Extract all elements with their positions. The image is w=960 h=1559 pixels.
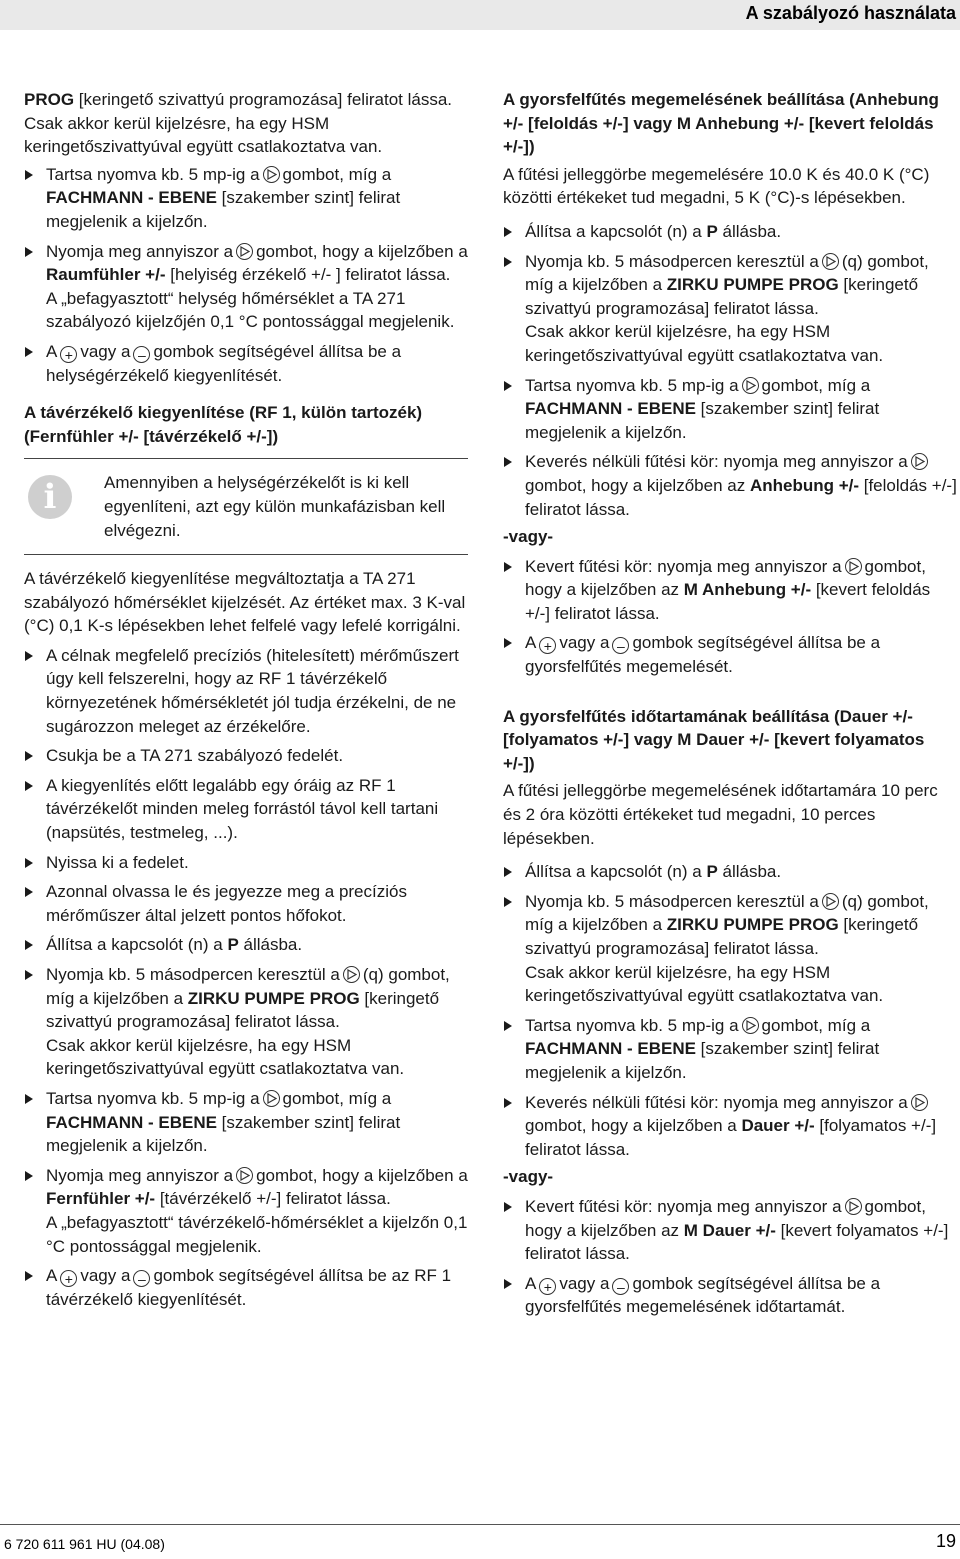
- text: Csak akkor kerül kijelzésre, ha egy HSM keringetőszivattyúval együtt csatlakoztatva van.: [525, 962, 884, 1006]
- text: Állítsa a kapcsolót (n) a: [46, 935, 223, 955]
- arrow-button-icon: [263, 166, 280, 183]
- bold-term: ZIRKU PUMPE PROG: [666, 275, 839, 295]
- bold-term: FACHMANN - EBENE: [525, 399, 696, 419]
- bold-term: ZIRKU PUMPE PROG: [666, 915, 839, 935]
- text: gombot, hogy a kijelzőben az: [525, 556, 926, 600]
- list-item: Csukja be a TA 271 szabályozó fedelét.: [24, 744, 468, 768]
- text: [szakember szint] felirat megjelenik a kijelzőn.: [525, 1039, 880, 1082]
- list-item: [503, 1272, 957, 1319]
- text: gombot, hogy a kijelzőben az: [525, 475, 746, 495]
- text: Kevert fűtési kör: nyomja meg annyiszor a: [525, 1196, 842, 1216]
- document-code: 6 720 611 961 HU (04.08): [4, 1536, 165, 1552]
- bold-term: ZIRKU PUMPE PROG: [187, 988, 360, 1008]
- arrow-button-icon: [742, 377, 759, 394]
- list-item: [24, 963, 468, 1081]
- section-heading: A gyorsfelfűtés megemelésének beállítása (Anhebung +/- [feloldás +/-] vagy M Anhebung +/- [kevert feloldás +/-]): [503, 90, 939, 157]
- text: [távérzékelő +/-] feliratot lássa.: [155, 1189, 391, 1209]
- plus-button-icon: +: [539, 637, 556, 654]
- bold-term: P: [706, 221, 718, 241]
- paragraph: A fűtési jelleggörbe megemelésére 10.0 K és 40.0 K (°C) közötti értékeket tud megadni, 5 K (°C)-s lépésekben.: [503, 164, 930, 208]
- text: gombot, míg a: [282, 164, 392, 184]
- arrow-button-icon: [911, 453, 928, 470]
- text: (q) gombot, míg a kijelzőben a: [525, 251, 929, 295]
- minus-button-icon: –: [133, 346, 150, 363]
- bold-term: P: [227, 935, 239, 955]
- text: Keverés nélküli fűtési kör: nyomja meg annyiszor a: [525, 1092, 908, 1112]
- text: A: [525, 633, 537, 653]
- arrow-button-icon: [236, 1167, 253, 1184]
- text: állásba.: [717, 221, 782, 241]
- text: Állítsa a kapcsolót (n) a: [525, 862, 702, 882]
- text: (q) gombot, míg a kijelzőben a: [46, 965, 450, 1008]
- list-item: [503, 1091, 957, 1162]
- text: gombot, míg a: [761, 375, 871, 395]
- arrow-button-icon: [822, 893, 839, 910]
- text: A: [46, 341, 58, 361]
- list-item: A célnak megfelelő precíziós (hitelesített) mérőműszert úgy kell felszerelni, hogy az RF 1 távérzékelő környezetének hőmérsékletét jól tudja érzékelni, de ne sugározzon meleget az érzékelőre.: [24, 644, 468, 738]
- page-title: A szabályozó használata: [745, 3, 956, 23]
- list-item: [24, 340, 468, 387]
- text: Tartsa nyomva kb. 5 mp-ig a: [525, 375, 739, 395]
- list-item: [24, 1164, 468, 1258]
- bold-term: PROG: [24, 90, 75, 109]
- text: [folyamatos +/-] feliratot lássa.: [525, 1116, 937, 1159]
- arrow-button-icon: [742, 1017, 759, 1034]
- bold-term: Raumfühler +/-: [46, 265, 166, 285]
- paragraph: [24, 112, 468, 159]
- text: Állítsa a kapcsolót (n) a: [525, 221, 702, 241]
- info-note: [24, 458, 468, 555]
- text: állásba.: [717, 862, 782, 882]
- plus-button-icon: +: [539, 1278, 556, 1295]
- text: Nyomja kb. 5 másodpercen keresztül a: [525, 891, 819, 911]
- text: Csak akkor kerül kijelzésre, ha egy HSM keringetőszivattyúval együtt csatlakoztatva van.: [46, 1035, 405, 1079]
- paragraph: [24, 88, 468, 112]
- list-item: [24, 163, 468, 234]
- bold-term: FACHMANN - EBENE: [46, 188, 217, 208]
- text: Nyomja kb. 5 másodpercen keresztül a: [525, 251, 819, 271]
- text: gombot, míg a: [761, 1015, 871, 1035]
- arrow-button-icon: [845, 558, 862, 575]
- text: állásba.: [238, 935, 303, 955]
- bold-term: M Dauer +/-: [683, 1220, 776, 1240]
- text: [keringető szivattyú programozása] feliratot lássa.: [525, 275, 919, 318]
- arrow-button-icon: [822, 253, 839, 270]
- text: gombot, hogy a kijelzőben a: [256, 241, 468, 261]
- text: gombot, hogy a kijelzőben a: [525, 1116, 737, 1136]
- text: [helyiség érzékelő +/- ] feliratot lássa.: [165, 265, 451, 285]
- info-icon: i: [28, 475, 72, 519]
- text: [keringető szivattyú programozása] feliratot lássa.: [525, 915, 919, 958]
- bold-term: M Anhebung +/-: [683, 580, 812, 600]
- list-item: [24, 1264, 468, 1311]
- list-item: [24, 1087, 468, 1158]
- text: gombot, míg a: [282, 1088, 392, 1108]
- arrow-button-icon: [343, 966, 360, 983]
- header-bar: [0, 0, 960, 30]
- bold-term: Anhebung +/-: [749, 475, 860, 495]
- or-separator: -vagy-: [503, 527, 554, 547]
- text: A „befagyasztott“ helység hőmérséklet a TA 271 szabályozó kijelzőjén 0,1 °C pontossággal megjelenik.: [46, 288, 455, 332]
- list-item: [503, 250, 957, 368]
- text: gombok segítségével állítsa be a gyorsfelfűtés megemelésének időtartamát.: [525, 1273, 881, 1317]
- text: [kevert folyamatos +/-] feliratot lássa.: [525, 1220, 949, 1264]
- plus-button-icon: +: [60, 1270, 77, 1287]
- list-item: [503, 374, 957, 445]
- text: [feloldás +/-] feliratot lássa.: [525, 475, 957, 519]
- paragraph: A fűtési jelleggörbe megemelésének időtartamára 10 perc és 2 óra közötti értékeket tud megadni, 10 perces lépésekben.: [503, 781, 938, 848]
- text: gombot, hogy a kijelzőben az: [525, 1196, 926, 1240]
- text: Tartsa nyomva kb. 5 mp-ig a: [46, 164, 260, 184]
- text: [keringető szivattyú programozása] feliratot lássa.: [74, 90, 453, 109]
- text: vagy a: [80, 1266, 131, 1286]
- arrow-button-icon: [263, 1090, 280, 1107]
- left-column: [24, 88, 468, 1311]
- right-column: [503, 88, 957, 1319]
- list-item: Nyissa ki a fedelet.: [24, 851, 468, 875]
- note-text: Amennyiben a helységérzékelőt is ki kell egyenlíteni, azt egy külön munkafázisban kell elvégezni.: [104, 473, 446, 540]
- text: vagy a: [80, 341, 131, 361]
- text: Nyomja meg annyiszor a: [46, 241, 234, 261]
- text: Tartsa nyomva kb. 5 mp-ig a: [525, 1015, 739, 1035]
- bold-term: FACHMANN - EBENE: [525, 1039, 696, 1059]
- text: [szakember szint] felirat megjelenik a kijelzőn.: [46, 188, 401, 231]
- minus-button-icon: –: [612, 1278, 629, 1295]
- text: [szakember szint] felirat megjelenik a kijelzőn.: [525, 399, 880, 442]
- list-item: [503, 450, 957, 521]
- bold-term: Dauer +/-: [741, 1116, 815, 1136]
- text: vagy a: [559, 1273, 610, 1293]
- text: A: [46, 1266, 58, 1286]
- list-item: [503, 890, 957, 1008]
- list-item: [503, 1014, 957, 1085]
- text: A „befagyasztott“ távérzékelő-hőmérséklet a kijelzőn 0,1 °C pontossággal megjelenik.: [46, 1212, 468, 1256]
- text: [keringető szivattyú programozása] feliratot lássa.: [46, 988, 440, 1032]
- text: Csak akkor kerül kijelzésre, ha egy HSM keringetőszivattyúval együtt csatlakoztatva van.: [24, 113, 383, 157]
- text: [kevert feloldás +/-] feliratot lássa.: [525, 580, 931, 623]
- arrow-button-icon: [236, 243, 253, 260]
- text: gombot, hogy a kijelzőben a: [256, 1165, 468, 1185]
- text: gombok segítségével állítsa be a helységérzékelő kiegyenlítését.: [46, 341, 402, 385]
- minus-button-icon: –: [612, 637, 629, 654]
- list-item: [503, 220, 957, 244]
- paragraph: A távérzékelő kiegyenlítése megváltoztatja a TA 271 szabályozó hőmérséklet kijelzését. Az értéket max. 3 K-val (°C) 0,1 K-s lépésekben lehet felfelé vagy lefelé korrigálni.: [24, 569, 466, 636]
- text: vagy a: [559, 633, 610, 653]
- text: Nyomja kb. 5 másodpercen keresztül a: [46, 965, 340, 984]
- list-item: [503, 860, 957, 884]
- list-item: Azonnal olvassa le és jegyezze meg a precíziós mérőműszer által jelzett pontos hőfokot.: [24, 880, 468, 927]
- text: Keverés nélküli fűtési kör: nyomja meg annyiszor a: [525, 452, 908, 472]
- section-heading: A távérzékelő kiegyenlítése (RF 1, külön tartozék) (Fernfühler +/- [távérzékelő +/-]): [24, 403, 423, 446]
- list-item: [503, 1195, 957, 1266]
- bold-term: FACHMANN - EBENE: [46, 1112, 217, 1132]
- section-heading: A gyorsfelfűtés időtartamának beállítása (Dauer +/- [folyamatos +/-] vagy M Dauer +/- [kevert folyamatos +/-]): [503, 706, 925, 773]
- list-item: [24, 240, 468, 334]
- list-item: [503, 631, 957, 678]
- minus-button-icon: –: [133, 1270, 150, 1287]
- arrow-button-icon: [911, 1094, 928, 1111]
- text: (q) gombot, míg a kijelzőben a: [525, 891, 929, 935]
- text: Csak akkor kerül kijelzésre, ha egy HSM keringetőszivattyúval együtt csatlakoztatva van.: [525, 322, 884, 365]
- bold-term: P: [706, 862, 718, 882]
- plus-button-icon: +: [60, 346, 77, 363]
- text: gombok segítségével állítsa be az RF 1 távérzékelő kiegyenlítését.: [46, 1266, 452, 1309]
- list-item: [503, 555, 957, 626]
- list-item: A kiegyenlítés előtt legalább egy óráig az RF 1 távérzékelőt minden meleg forrástól távol kell tartani (napsütés, testmeleg, ...).: [24, 774, 468, 845]
- text: Kevert fűtési kör: nyomja meg annyiszor a: [525, 556, 842, 576]
- footer-divider: [0, 1524, 960, 1525]
- page-number: 19: [935, 1531, 956, 1551]
- text: A: [525, 1273, 537, 1293]
- text: [szakember szint] felirat megjelenik a kijelzőn.: [46, 1112, 401, 1156]
- text: Tartsa nyomva kb. 5 mp-ig a: [46, 1088, 260, 1108]
- list-item: [24, 933, 468, 957]
- arrow-button-icon: [845, 1198, 862, 1215]
- bold-term: Fernfühler +/-: [46, 1189, 156, 1209]
- text: gombok segítségével állítsa be a gyorsfelfűtés megemelését.: [525, 633, 881, 677]
- or-separator: -vagy-: [503, 1167, 554, 1187]
- text: Nyomja meg annyiszor a: [46, 1165, 234, 1185]
